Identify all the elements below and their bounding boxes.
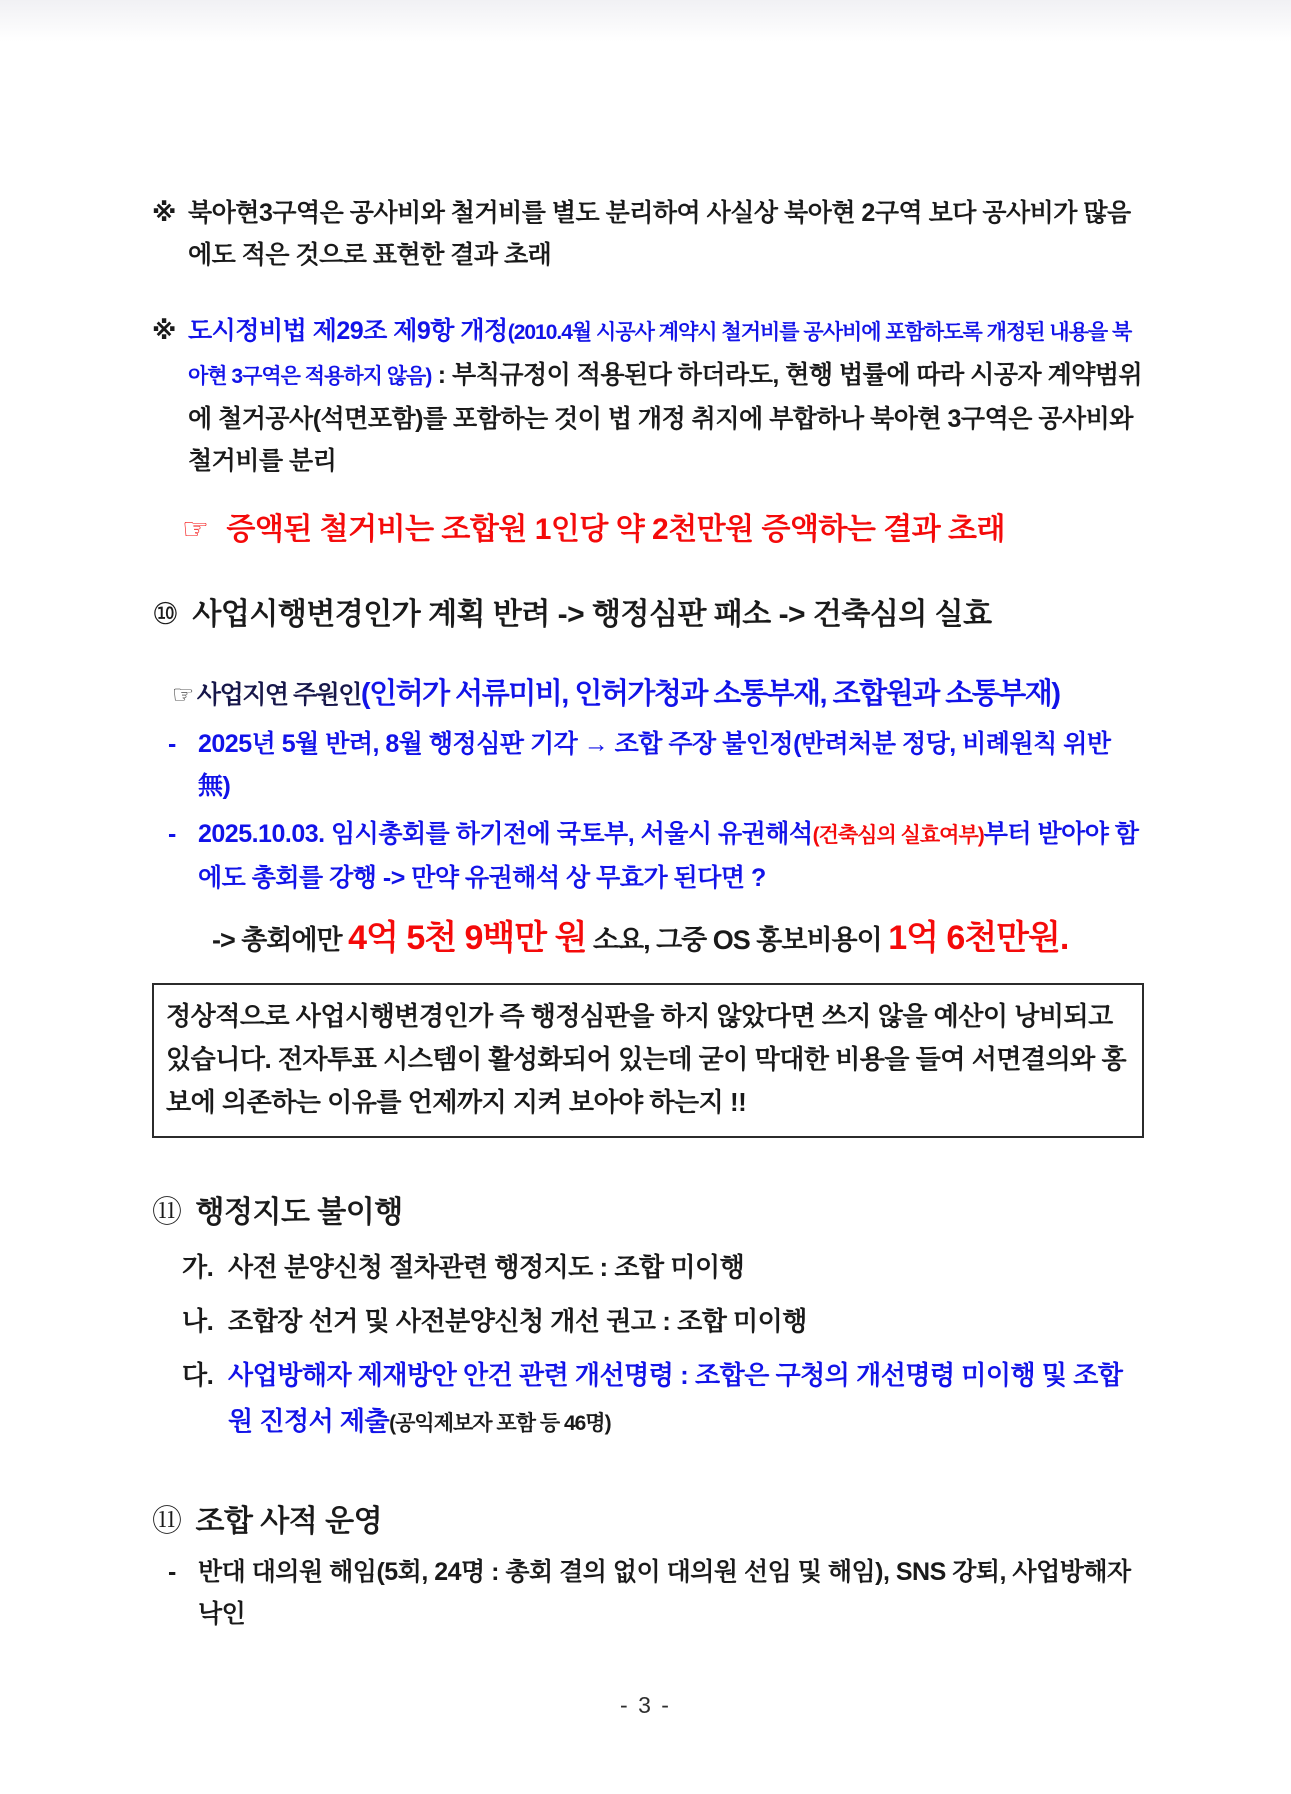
circled-11-icon: ⑪ (152, 1196, 182, 1229)
law-amendment-paren: (2010.4월 시공사 계약시 철거비를 공사비에 포함하도록 개정된 내용을 북아현 3구역은 적용하지 않음) (188, 321, 1132, 388)
private-operation-bullet (168, 1551, 1144, 1635)
section-10-heading (152, 592, 1144, 638)
dash-bullet: - (168, 820, 176, 848)
dash-bullet: - (168, 730, 176, 758)
assembly-text-before: 2025.10.03. 임시총회를 하기전에 국토부, 서울시 유권해석 (198, 820, 813, 848)
assembly-cost-line (212, 913, 1144, 965)
assembly-paren-red: (건축심의 실효여부) (812, 824, 984, 847)
section-10-title: 사업시행변경인가 계획 반려 -> 행정심판 패소 -> 건축심의 실효 (192, 598, 992, 631)
section-11b-title: 조합 사적 운영 (195, 1505, 383, 1538)
note-cost-separation (152, 192, 1144, 276)
subitem-da (182, 1352, 1144, 1447)
law-amendment-explanation: : 부칙규정이 적용된다 하더라도, 현행 법률에 따라 시공자 계약범위에 철거공사(석면포함)를 포함하는 것이 법 개정 취지에 부합하나 북아현 3구역은 공사비와 철거비를 분리 (188, 361, 1143, 475)
assembly-text-after: 부터 받아야 함에도 총회를 강행 -> 만약 유권해석 상 무효가 된다면 ? (198, 820, 1139, 892)
delay-bullet-assembly (168, 813, 1144, 899)
budget-waste-callout-text: 정상적으로 사업시행변경인가 즉 행정심판을 하지 않았다면 쓰지 않을 예산이 낭비되고 있습니다. 전자투표 시스템이 활성화되어 있는데 굳이 막대한 비용을 들여 서면결의와 홍보에 의존하는 이유를 언제까지 지켜 보아야 하는지 !! (166, 1001, 1127, 1117)
reference-mark-icon: ※ (152, 317, 176, 345)
note-cost-separation-text: 북아현3구역은 공사비와 철거비를 별도 분리하여 사실상 북아현 2구역 보다 공사비가 많음에도 적은 것으로 표현한 결과 초래 (188, 199, 1131, 269)
cost-text-before: 총회에만 (241, 925, 342, 955)
section-11a-title: 행정지도 불이행 (195, 1196, 403, 1229)
subitem-ga (182, 1244, 1144, 1290)
subitem-na-label: 나. (182, 1306, 214, 1336)
demolition-cost-conclusion-text: 증액된 철거비는 조합원 1인당 약 2천만원 증액하는 결과 초래 (226, 513, 1005, 546)
delay-cause-line (172, 672, 1144, 717)
subitem-da-blue-text: 사업방해자 제재방안 안건 관련 개선명령 : 조합은 구청의 개선명령 미이행 및 조합원 진정서 제출 (228, 1360, 1123, 1436)
delay-bullet-rejection-text: 2025년 5월 반려, 8월 행정심판 기각 → 조합 주장 불인정(반려처분 정당, 비례원칙 위반 無) (198, 730, 1111, 800)
delay-cause-list: (인허가 서류미비, 인허가청과 소통부재, 조합원과 소통부재) (360, 678, 1060, 710)
arrow-glyph: -> (212, 925, 235, 955)
reference-mark-icon: ※ (152, 199, 176, 227)
document-content (152, 192, 1144, 1635)
cost-text-middle: 소요, 그중 OS 홍보비용이 (592, 925, 882, 955)
demolition-cost-conclusion (182, 508, 1144, 552)
law-amendment-title: 도시정비법 제29조 제9항 개정 (188, 317, 508, 345)
dash-bullet: - (168, 1558, 176, 1586)
circled-10-icon: ⑩ (152, 598, 179, 631)
page-number: - 3 - (620, 1692, 671, 1718)
section-11a-heading (152, 1190, 1144, 1236)
circled-11-icon: ⑪ (152, 1505, 182, 1538)
cost-amount-os: 1억 6천만원. (888, 919, 1069, 957)
delay-cause-label: 사업지연 주원인 (196, 681, 361, 709)
subitem-da-label: 다. (182, 1360, 214, 1390)
subitem-na (182, 1298, 1144, 1344)
pointing-hand-icon: ☞ (172, 681, 193, 709)
subitem-ga-text: 사전 분양신청 절차관련 행정지도 : 조합 미이행 (228, 1252, 745, 1282)
cost-amount-total: 4억 5천 9백만 원 (348, 919, 587, 957)
pointing-hand-icon: ☞ (182, 513, 209, 546)
private-operation-text: 반대 대의원 해임(5회, 24명 : 총회 결의 없이 대의원 선임 및 해임), SNS 강퇴, 사업방해자 낙인 (198, 1558, 1131, 1628)
subitem-da-paren: (공익제보자 포함 등 46명) (389, 1412, 611, 1435)
subitem-na-text: 조합장 선거 및 사전분양신청 개선 권고 : 조합 미이행 (228, 1306, 807, 1336)
section-11b-heading (152, 1499, 1144, 1545)
subitem-ga-label: 가. (182, 1252, 214, 1282)
budget-waste-callout-box (152, 983, 1144, 1138)
note-law-amendment (152, 310, 1144, 482)
delay-bullet-rejection (168, 723, 1144, 807)
